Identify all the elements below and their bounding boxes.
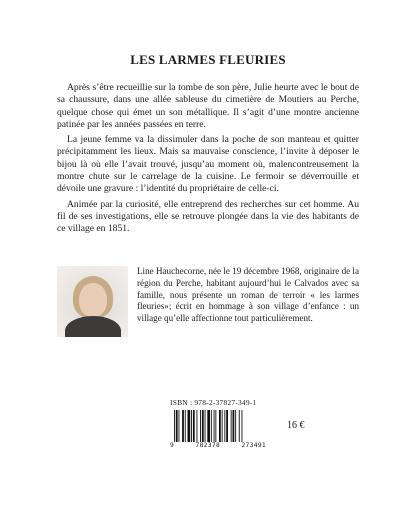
barcode-digits [170, 442, 266, 449]
synopsis-paragraph-2: La jeune femme va la dissimuler dans la poche de son manteau et quitter précipitamment les lieux. Mais sa mauvaise conscience, l’invite à déposer le bijou là où elle l’avait trouvé, jusqu’au moment où, malencontreusement la montre chute sur le carrelage de la cuisine. Le fermoir se déverrouille et dévoile une gravure : l’identité du propriétaire de celle-ci. [57, 134, 359, 195]
author-block [57, 266, 359, 338]
synopsis-paragraph-3: Animée par la curiosité, elle entreprend des recherches sur cet homme. Au fil de ses investigations, elle se retrouve plongée dans la vie des habitants de ce village en 1851. [57, 198, 359, 235]
book-title: LES LARMES FLEURIES [130, 52, 286, 67]
barcode-digit-group-2: 273491 [241, 442, 266, 449]
barcode-bars [170, 410, 266, 442]
synopsis [57, 82, 359, 239]
barcode-digit-group-1: 782378 [195, 442, 221, 449]
isbn-label: ISBN : 978-2-37827-349-1 [170, 398, 257, 407]
price: 16 € [287, 420, 305, 431]
barcode-digit-lead: 9 [170, 442, 175, 449]
author-photo [57, 266, 128, 337]
author-bio: Line Hauchecorne, née le 19 décembre 1968, originaire de la région du Perche, habitant aujourd’hui le Calvados avec sa famille, nous présente un roman de terroir « les larmes fleuries»; écrit en hommage à son village d’enfance : un village qu’elle affectionne tout particulièrement. [137, 266, 359, 324]
synopsis-paragraph-1: Après s’être recueillie sur la tombe de son père, Julie heurte avec le bout de sa chaussure, dans une allée sableuse du cimetière de Moutiers au Perche, quelque chose qui émet un son métallique. Il s’agit d’une montre ancienne patinée par les années passées en terre. [57, 82, 359, 130]
